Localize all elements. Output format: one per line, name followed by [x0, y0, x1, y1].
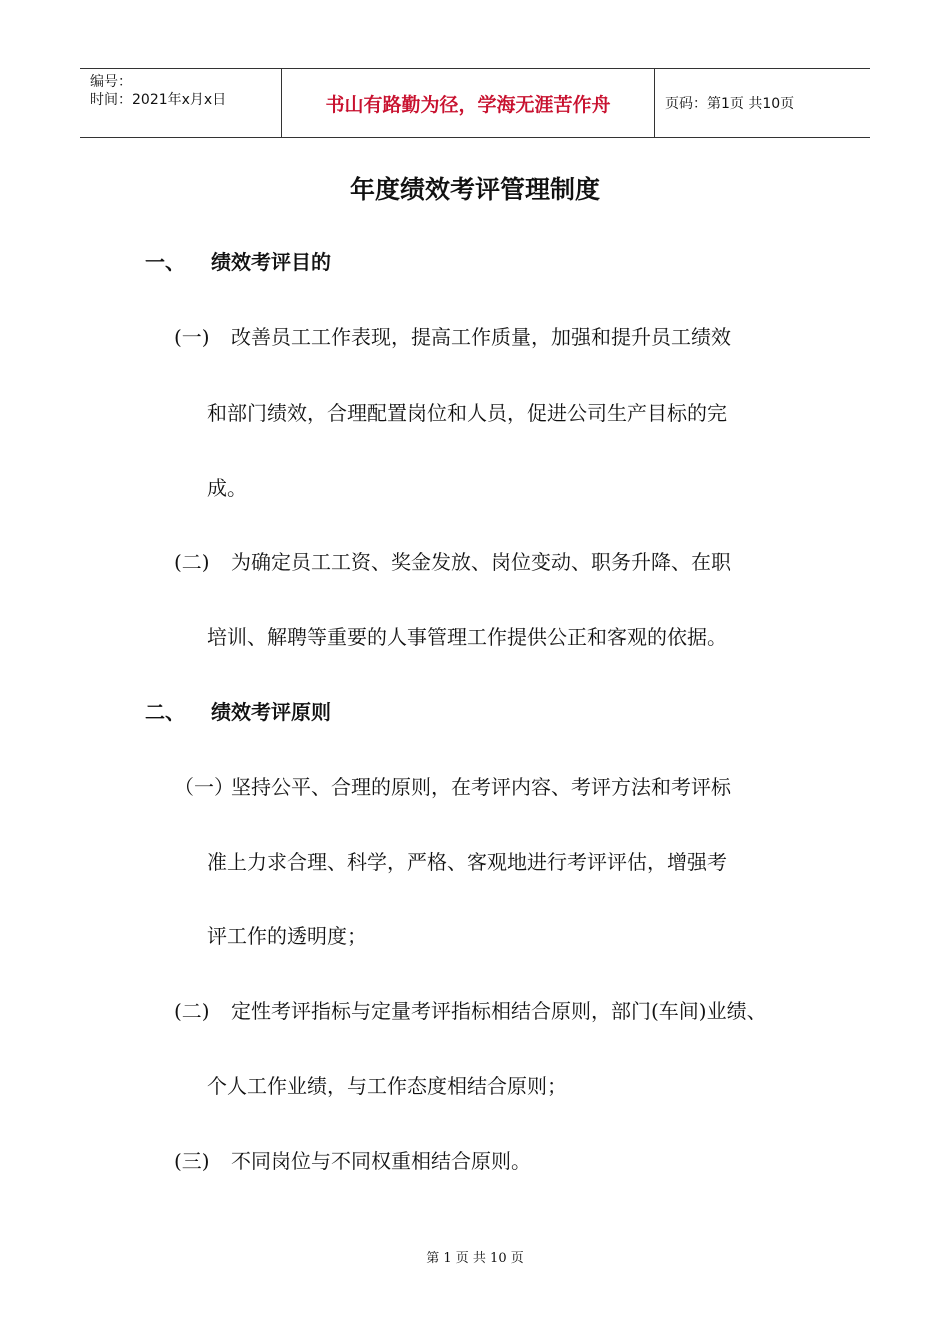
document-header	[80, 68, 870, 138]
paragraph-line: 评工作的透明度；	[207, 924, 367, 948]
section-heading-2	[145, 696, 331, 725]
number-label: 编号：	[90, 74, 132, 90]
time-label: 时间：2021年x月x日	[90, 92, 227, 108]
paragraph-line: 坚持公平、合理的原则，在考评内容、考评方法和考评标	[231, 775, 731, 799]
item-number: (三)	[174, 1149, 210, 1173]
header-motto: 书山有路勤为径，学海无涯苦作舟	[282, 69, 655, 137]
item-number: (二)	[174, 999, 210, 1023]
paragraph-line: 为确定员工工资、奖金发放、岗位变动、职务升降、在职	[231, 550, 731, 574]
section-heading-1	[145, 246, 331, 275]
paragraph-line: 和部门绩效，合理配置岗位和人员，促进公司生产目标的完	[207, 401, 727, 425]
item-number: (二)	[174, 550, 210, 574]
header-meta	[80, 69, 282, 137]
item-number: (一)	[174, 325, 210, 349]
paragraph-line: 成。	[207, 476, 247, 500]
section-title: 绩效考评目的	[211, 250, 331, 274]
section-number: 二、	[145, 700, 185, 724]
paragraph-line: 改善员工工作表现，提高工作质量，加强和提升员工绩效	[231, 325, 731, 349]
paragraph-line: 准上力求合理、科学，严格、客观地进行考评评估，增强考	[207, 850, 727, 874]
paragraph-line: 定性考评指标与定量考评指标相结合原则，部门(车间)业绩、	[231, 999, 767, 1023]
item-number: （一）	[174, 775, 234, 799]
section-title: 绩效考评原则	[211, 700, 331, 724]
header-page-code: 页码：第1页 共10页	[665, 96, 795, 112]
section-number: 一、	[145, 250, 185, 274]
paragraph-line: 个人工作业绩，与工作态度相结合原则；	[207, 1074, 567, 1098]
paragraph-line: 不同岗位与不同权重相结合原则。	[231, 1149, 531, 1173]
page-footer: 第 1 页 共 10 页	[426, 1251, 524, 1266]
document-title: 年度绩效考评管理制度	[349, 175, 600, 204]
paragraph-line: 培训、解聘等重要的人事管理工作提供公正和客观的依据。	[207, 625, 727, 649]
